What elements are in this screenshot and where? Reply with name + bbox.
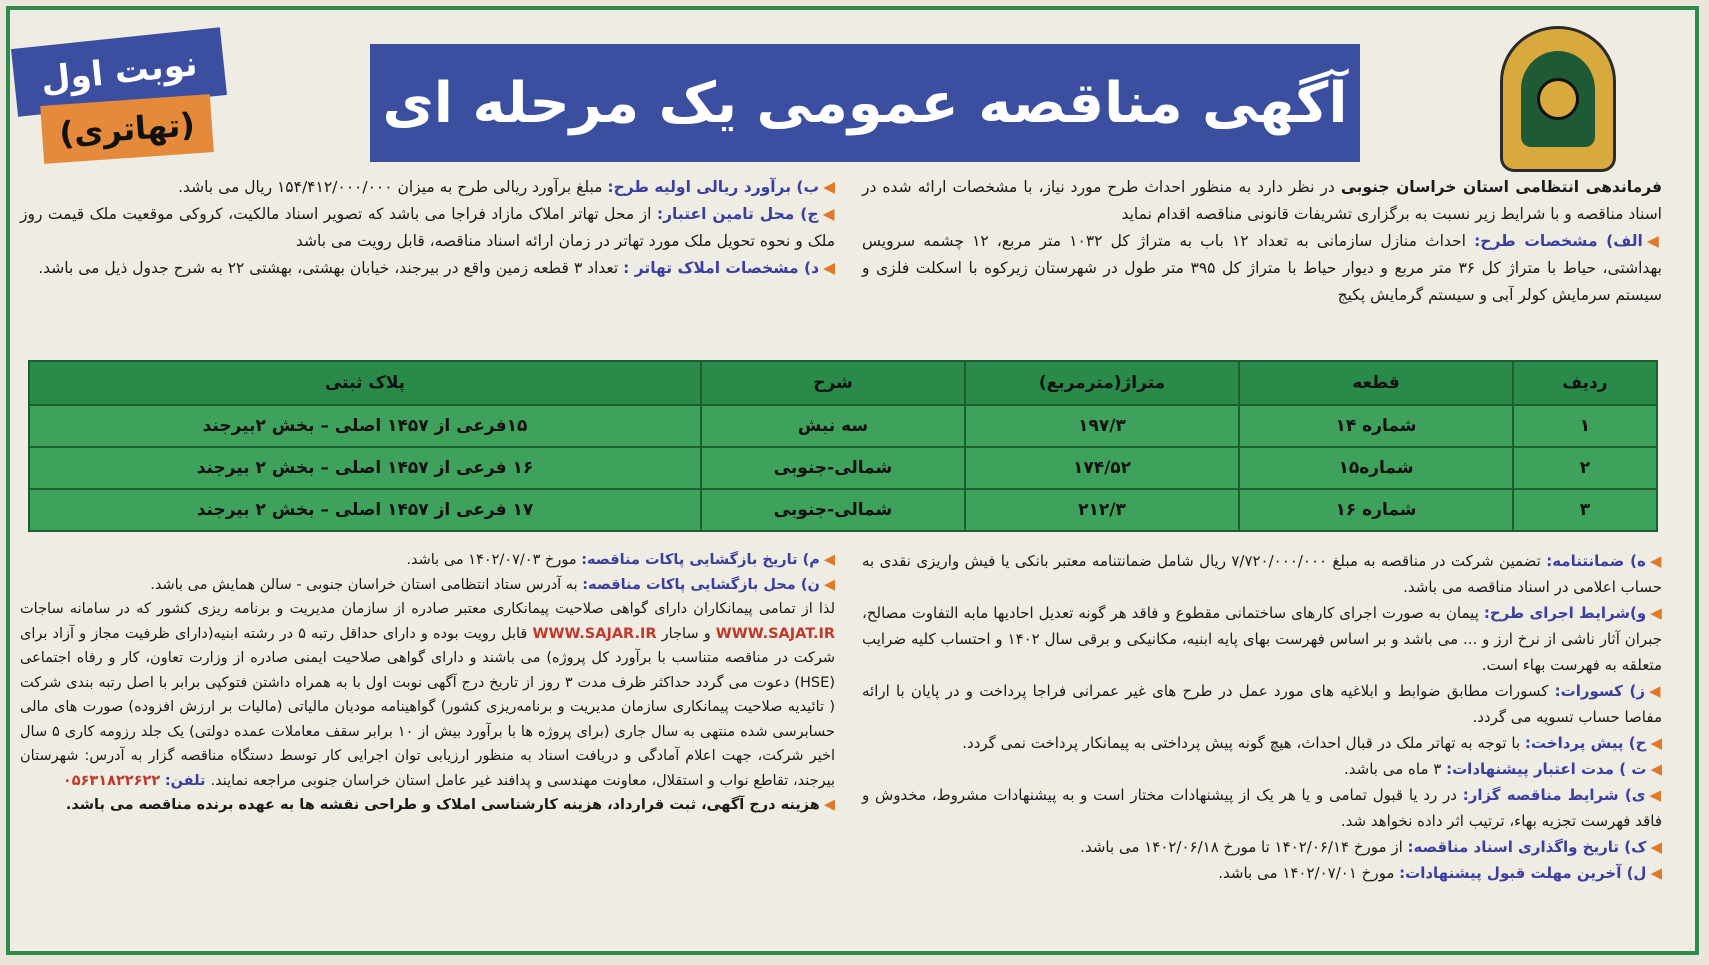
header-description: شرح bbox=[701, 361, 965, 405]
header-registry: پلاک ثبتی bbox=[29, 361, 701, 405]
section-he-label: ه) ضمانتنامه: bbox=[1546, 552, 1646, 570]
invitation-text-3: قابل رویت بوده و دارای حداقل رتبه ۵ در رشته ابنیه(دارای ظرفیت مجاز و آزاد برای شرکت در مناقصه متناسب با برآورد کل پروژه) می باشند و دارای گواهی صلاحیت ایمنی صادره از وزارت تعاون، کار و رفاه اجتماعی (HSE) دعوت می گردد حداکثر ظرف مدت ۳ روز از تاریخ درج آگهی نوبت اول با به همراه داشتن فتوکپی برابر با اصل رتبه بندی شرکت ( تائیدیه صلاحیت پیمانکاری سازمان مدیریت و برنامه‌ریزی کشور) گواهینامه مودیان مالیاتی (مالیات بر ارزش افزوده) صورت های مالی حسابرسی شده منتهی به سال جاری (برای پروژه ها با برآورد بیش از ۱۰ برابر سقف معاملات عمده دولتی) یک جلد رزومه کاری ۵ سال اخیر شرکت، جهت اعلام آمادگی و دریافت اسناد به منظور ارزیابی توان اجرایی کار توسط دستگاه مناقصه گزار به آدرس: شهرستان بیرجند، تقاطع نواب و استقلال، معاونت مهندسی و پدافند غیر عامل استان خراسان جنوبی مراجعه نمایند. bbox=[20, 625, 835, 789]
cell-row-number: ۳ bbox=[1513, 489, 1657, 531]
bullet-icon: ◀ bbox=[823, 178, 835, 196]
bullet-icon: ◀ bbox=[823, 576, 835, 593]
org-name: فرماندهی انتظامی استان خراسان جنوبی bbox=[1340, 178, 1662, 196]
header-row-number: ردیف bbox=[1513, 361, 1657, 405]
phone-label: تلفن: bbox=[164, 772, 211, 789]
bullet-icon: ◀ bbox=[823, 259, 835, 277]
cell-row-number: ۱ bbox=[1513, 405, 1657, 447]
section-alef-text: احداث منازل سازمانی به تعداد ۱۲ باب به متراژ کل ۱۰۳۲ متر مربع، ۱۲ چشمه سرویس بهداشتی، حیاط با متراژ کل ۳۶ متر مربع و دیوار حیاط با متراژ کل ۳۹۵ متر طول در شهرستان زیرکوه با اسکلت فلزی و سیستم سرمایش کولر آبی و سیستم گرمایش پکیج bbox=[862, 232, 1662, 304]
turn-label: نوبت اول bbox=[11, 27, 227, 117]
cell-registry: ۱۵فرعی از ۱۴۵۷ اصلی – بخش ۲بیرجند bbox=[29, 405, 701, 447]
section-be-text: مبلغ برآورد ریالی طرح به میزان ۱۵۴/۴۱۲/۰۰۰/۰۰۰ ریال می باشد. bbox=[178, 178, 608, 196]
sajat-link[interactable]: WWW.SAJAT.IR bbox=[715, 625, 836, 642]
table-row bbox=[29, 405, 1657, 447]
cell-description: سه نبش bbox=[701, 405, 965, 447]
bullet-icon: ◀ bbox=[1650, 734, 1662, 752]
turn-badge bbox=[14, 38, 224, 156]
header-area: متراژ(مترمربع) bbox=[965, 361, 1239, 405]
section-ye-label: ی) شرایط مناقصه گزار: bbox=[1462, 786, 1646, 804]
cell-description: شمالی-جنوبی bbox=[701, 489, 965, 531]
bullet-icon: ◀ bbox=[1650, 604, 1662, 622]
section-te-text: ۳ ماه می باشد. bbox=[1344, 760, 1447, 778]
section-he2-text: با توجه به تهاتر ملک در قبال احداث، هیچ گونه پیش پرداختی به پیمانکار پرداخت نمی گردد. bbox=[962, 734, 1525, 752]
bullet-icon: ◀ bbox=[1650, 760, 1662, 778]
bullet-icon: ◀ bbox=[1649, 786, 1662, 804]
cell-row-number: ۲ bbox=[1513, 447, 1657, 489]
section-dal-label: د) مشخصات املاک تهاتر : bbox=[623, 259, 820, 277]
funding-section bbox=[20, 174, 835, 282]
cell-registry: ۱۷ فرعی از ۱۴۵۷ اصلی – بخش ۲ بیرجند bbox=[29, 489, 701, 531]
police-emblem-icon bbox=[1500, 26, 1616, 172]
bullet-icon: ◀ bbox=[1649, 682, 1662, 700]
section-kaf-text: از مورخ ۱۴۰۲/۰۶/۱۴ تا مورخ ۱۴۰۲/۰۶/۱۸ می باشد. bbox=[1080, 838, 1408, 856]
property-table bbox=[28, 360, 1658, 532]
section-he-text: تضمین شرکت در مناقصه به مبلغ ۷/۷۲۰/۰۰۰/۰۰۰ ریال شامل ضمانتنامه معتبر بانکی یا فیش واریزی نقدی به حساب اعلامی در اسناد مناقصه می باشد. bbox=[862, 552, 1662, 596]
conditions-section bbox=[862, 548, 1662, 886]
cell-registry: ۱۶ فرعی از ۱۴۵۷ اصلی – بخش ۲ بیرجند bbox=[29, 447, 701, 489]
intro-text: در نظر دارد به منظور احداث طرح مورد نیاز، با مشخصات ارائه شده در اسناد مناقصه و با شرایط زیر نسبت به برگزاری تشریفات قانونی مناقصه اقدام نماید bbox=[862, 178, 1662, 223]
cell-area: ۱۷۴/۵۲ bbox=[965, 447, 1239, 489]
section-mim-label: م) تاریخ بازگشایی پاکات مناقصه: bbox=[581, 552, 820, 568]
final-note: هزینه درج آگهی، ثبت قرارداد، هزینه کارشناسی املاک و طراحی نقشه ها به عهده برنده مناقصه می باشد. bbox=[65, 797, 820, 813]
page-title: آگهی مناقصه عمومی یک مرحله ای bbox=[370, 44, 1360, 162]
section-jim-text: از محل تهاتر املاک مازاد فراجا می باشد که تصویر اسناد مالکیت، کروکی موقعیت ملک قیمت روز ملک و نحوه تحویل ملک مورد تهاتر در زمان ارائه اسناد مناقصه، قابل رویت می باشد bbox=[20, 205, 835, 250]
section-dal-text: تعداد ۳ قطعه زمین واقع در بیرجند، خیابان بهشتی، بهشتی ۲۲ به شرح جدول ذیل می باشد. bbox=[38, 259, 624, 277]
cell-area: ۱۹۷/۳ bbox=[965, 405, 1239, 447]
bullet-icon: ◀ bbox=[823, 797, 835, 813]
section-vav-text: پیمان به صورت اجرای کارهای ساختمانی مقطوع و فاقد هر گونه تعدیل احادیها مابه التفاوت مصالح، جبران آثار ناشی از نرخ ارز و ... می باشد و بر اساس فهرست بهای پایه ابنیه، مکانیکی و برقی سال ۱۴۰۲ و احتساب کلیه ضرایب متعلقه به فهرست بهاء است. bbox=[862, 604, 1662, 674]
bullet-icon: ◀ bbox=[1646, 232, 1663, 250]
sajar-link[interactable]: WWW.SAJAR.IR bbox=[532, 625, 657, 642]
table-row bbox=[29, 489, 1657, 531]
section-nun-text: به آدرس ستاد انتظامی استان خراسان جنوبی - سالن همایش می باشد. bbox=[150, 576, 583, 593]
phone-number: ۰۵۶۳۱۸۲۲۶۲۲ bbox=[62, 772, 161, 789]
section-jim-label: ج) محل تامین اعتبار: bbox=[656, 205, 819, 223]
section-kaf-label: ک) تاریخ واگذاری اسناد مناقصه: bbox=[1407, 838, 1647, 856]
section-te-label: ت ) مدت اعتبار پیشنهادات: bbox=[1446, 760, 1647, 778]
section-ye-text: در رد یا قبول تمامی و یا هر یک از پیشنهادات مختار است و به پیشنهادات مشروط، مخدوش و فاقد فهرست تجزیه بهاء، ترتیب اثر داده نخواهد شد. bbox=[862, 786, 1662, 830]
section-lam-label: ل) آخرین مهلت قبول پیشنهادات: bbox=[1399, 864, 1647, 882]
bullet-icon: ◀ bbox=[1650, 864, 1662, 882]
section-lam-text: مورخ ۱۴۰۲/۰۷/۰۱ می باشد. bbox=[1218, 864, 1400, 882]
section-nun-label: ن) محل بازگشایی پاکات مناقصه: bbox=[582, 576, 820, 593]
section-mim-text: مورخ ۱۴۰۲/۰۷/۰۳ می باشد. bbox=[406, 552, 582, 568]
bullet-icon: ◀ bbox=[822, 205, 836, 223]
invitation-text-1: لذا از تمامی پیمانکاران دارای گواهی صلاحیت پیمانکاری معتبر صادره از سازمان مدیریت و برنامه ریزی کشور که در سامانه ساجات bbox=[20, 601, 835, 617]
subject-label: (تهاتری) bbox=[40, 94, 214, 164]
invitation-section bbox=[20, 548, 835, 818]
cell-area: ۲۱۲/۳ bbox=[965, 489, 1239, 531]
invitation-text-2: و ساجار bbox=[656, 625, 716, 642]
cell-plot: شماره۱۵ bbox=[1239, 447, 1513, 489]
section-ze-label: ز) کسورات: bbox=[1554, 682, 1646, 700]
section-ze-text: کسورات مطابق ضوابط و ابلاغیه های مورد عمل در طرح های غیر عمرانی فراجا پرداخت و در پایان با ارائه مفاصا حساب تسویه می گردد. bbox=[862, 682, 1662, 726]
header-plot: قطعه bbox=[1239, 361, 1513, 405]
section-be-label: ب) برآورد ریالی اولیه طرح: bbox=[607, 178, 820, 196]
cell-description: شمالی-جنوبی bbox=[701, 447, 965, 489]
section-vav-label: و)شرایط اجرای طرح: bbox=[1483, 604, 1647, 622]
section-he2-label: ح) پیش پرداخت: bbox=[1524, 734, 1647, 752]
intro-section bbox=[862, 174, 1662, 309]
cell-plot: شماره ۱۴ bbox=[1239, 405, 1513, 447]
bullet-icon: ◀ bbox=[823, 552, 835, 568]
bullet-icon: ◀ bbox=[1650, 838, 1662, 856]
section-alef-label: الف) مشخصات طرح: bbox=[1474, 232, 1643, 250]
table-row bbox=[29, 447, 1657, 489]
bullet-icon: ◀ bbox=[1649, 552, 1662, 570]
cell-plot: شماره ۱۶ bbox=[1239, 489, 1513, 531]
table-header-row bbox=[29, 361, 1657, 405]
